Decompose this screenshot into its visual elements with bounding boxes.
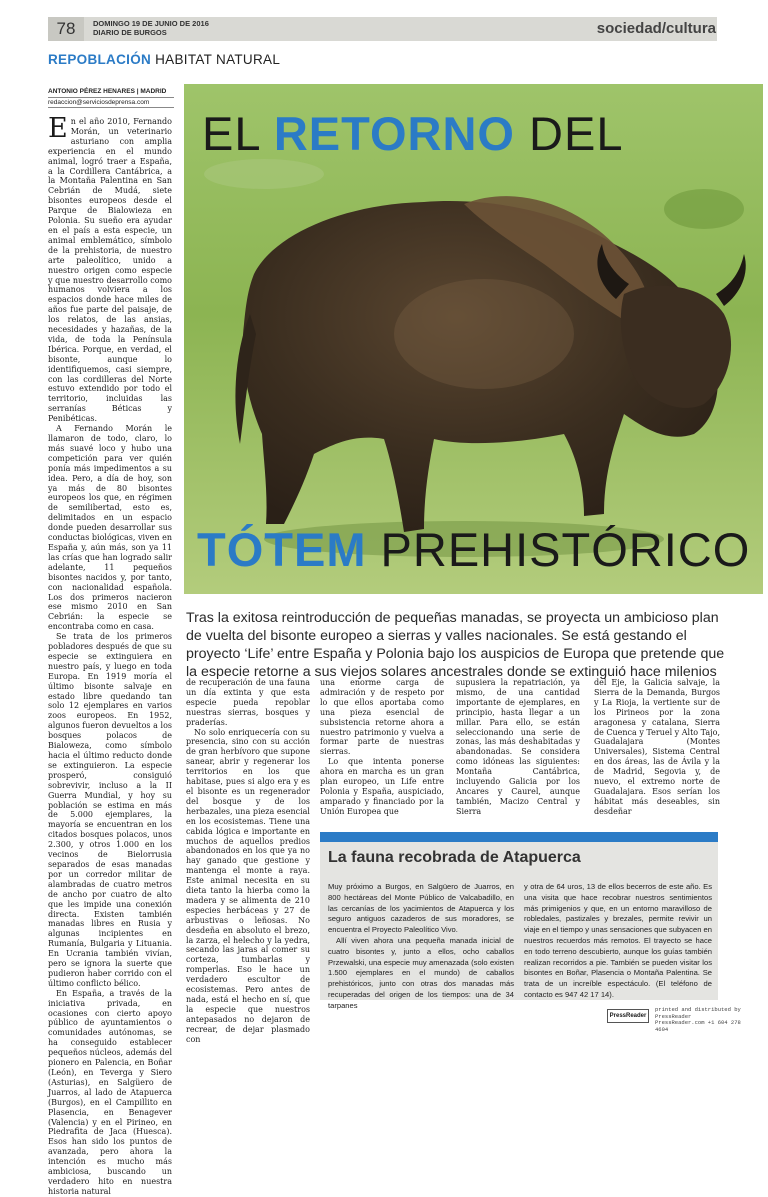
sidebar-title: La fauna recobrada de Atapuerca [328,849,581,866]
body-column-5 [594,678,720,838]
body-paragraph: supusiera la repatriación, ya mismo, de una cantidad importante de ejemplares, en principio, hasta llegar a un millar. Para ello, se están seleccionando una serie de zonas, las más deshabitadas y abandonadas. Se considera como idóneas las siguientes: Montaña Cantábrica, incluyendo Galicia por los Ancares y Caurel, aunque también, Macizo Central y Sierra [456,678,580,816]
sidebar-paragraph: Muy próximo a Burgos, en Salgüero de Juarros, en 800 hectáreas del Monte Público de Valcabadillo, en las cercanías de los yacimientos de Atapuerca y los seguro antiguos cazaderos de sus moradores, se encuentra el Proyecto Paleolítico Vivo. [328,882,514,935]
body-paragraph: del Eje, la Galicia salvaje, la Sierra de la Demanda, Burgos y La Rioja, la vertiente sur de los Pirineos por la zona aragonesa y catalana, Sierra de Cuenca y Teruel y Alto Tajo, Guadalajara (Montes Universales), Sistema Central en dos áreas, las de Ávila y la de Madrid, Segovia y, de nuevo, el extremo norte de Guadalajara. Esos serían los hábitat más deseables, sin desdeñar [594,678,720,816]
drop-cap: E [48,113,68,144]
body-paragraph: Se trata de los primeros pobladores después de que su especie se extinguiera en nuestro país, y luego en toda Europa. En 1919 moría el último bisonte salvaje en estado libre quedando tan solo 12 ejemplares en varios zoos europeos. En 1952, algunos fueron devueltos a los bosques polacos de Bialoweza, como símbolo hacia el último reducto donde se extinguieron. La especie prosperó, consiguió sobrevivir, incluso a la II Guerra Mundial, y hoy su población se estima en más de 5.000 ejemplares, la mayoría se encuentran en los citados bosques polacos, unos 2.300, y otros 1.000 en los vecinos de Bielorrusia separados de esas manadas por un corredor militar de alambradas de cuatro metros de ancho por cuatro de alto que les impide una conexión directa. Existen también manadas libres en Rusia y algunas incipientes en Rumanía, Bulgaria y Lituania. En Ucrania también vivían, pero se ignora la suerte que pudieron haber corrido con el último conflicto bélico. [48,632,172,988]
sidebar-paragraph: y otra de 64 uros, 13 de ellos becerros de este año. Es una visita que hace recobrar nuestros sentimientos más primigenios y que, en un entorno maravilloso de robledales, pastizales y brezales, permite revivir un viaje en el tiempo y unas sensaciones que subyacen en nuestros recuerdos más remotos. El trayecto se hace en todo terreno descubierto, aunque los guías también realizan recorridos a pie. También se pueden visitar los bisontes en Boñar, Plasencia o Montaña Palentina. Se trata de un increíble espectáculo. (El teléfono de contacto es 947 42 17 14). [524,882,712,999]
sidebar-column-2 [524,882,712,1001]
section-label: sociedad/cultura [596,20,716,37]
headline-line-2: TÓTEM PREHISTÓRICO [197,523,751,576]
pressreader-logo: PressReader [607,1009,649,1023]
body-paragraph: una enorme carga de admiración y de respeto por lo que ellos aportaba como una pieza esencial de subsistencia retorne ahora a nuestro patrimonio y vuelva a formar parte de nuestras sierras. [320,678,444,757]
author-location: MADRID [140,88,167,95]
byline-author-line: ANTONIO PÉREZ HENARES | MADRID [48,87,174,98]
body-paragraph: En el año 2010, Fernando Morán, un veterinario asturiano con amplia experiencia en el mundo animal, logró traer a España, a la Cordillera Cantábrica, a la Montaña Palentina en San Cebrián de Mudá, siete bisontes europeos desde el Parque de Bialowieza en Polonia. Su sueño era ayudar en el país a esta especie, un animal emblemático, símbolo de la prehistoria, de nuestro arte paleolítico, unido a nuestro origen como especie y que nuestro desarrollo como humanos volviera a los espacios donde hace miles de años fue parte del paisaje, de los relatos, de las ansias, necesidades y hazañas, de la vida, de toda la Península Ibérica. Porque, en verdad, el bisonte, aunque lo identifiquemos, casi siempre, con las cordilleras del Norte estuvo extendido por todo el territorio, incluidas las serranías Béticas y Penibéticas. [48,113,172,424]
body-column-3 [320,678,444,838]
kicker-text: HABITAT NATURAL [155,52,281,67]
kicker [48,52,280,67]
bison-photo [184,84,763,594]
footer [607,1004,757,1033]
body-column-2 [186,678,310,1044]
body-paragraph: Lo que intenta ponerse ahora en marcha es un gran plan europeo, un Life entre Polonia y España, auspiciado, amparado y financiado por la Unión Europea que [320,757,444,816]
body-paragraph: de recuperación de una fauna un día extinta y que esta especie pueda repoblar nuestras sierras, bosques y praderías. [186,678,310,727]
page-number: 78 [48,17,84,41]
body-paragraph: No solo enriquecería con su presencia, sino con su acción de gran herbívoro que supone sanear, abrir y regenerar los territorios en los que habitase, pues si algo era y es el bisonte es un regenerador del bosque y de los herbazales, una pieza esencial en los ecosistemas. Tiene una cabida lógica e importante en muchos de aquellos predios abandonados en los que ya no hay ganado que gestione y mantenga el monte a raya. Este animal necesita en su dieta tanto la hierba como la madera y se alimenta de 210 especies herbáceas y 27 de arbustivas o leñosas. No desdeña en absoluto el brezo, la zarza, el helecho y la yedra, secando las jaras al comer su corteza, tumbarlas y romperlas. Eso le hace un verdadero escultor de ecosistemas. Pero antes de nada, está el hecho en sí, que la especie que nuestros antepasados no dejaron de recrear, de dejar plasmado con [186,727,310,1044]
body-paragraph: A Fernando Morán le llamaron de todo, claro, lo más suavé loco y hubo una competición para ver quién ponía más impedimentos a su idea. Pero, a día de hoy, son ya más de 80 bisontes europeos los que, en régimen de semilibertad, esto es, delimitados en un espacio donde pueden desarrollar sus conductas biológicas, viven en España y, aún más, son ya 11 las crías que han logrado salir adelante, 11 pequeños bisontes nacidos y, por tanto, con nacionalidad española. Los dos primeros nacieron ese mismo 2010 en San Cebrián: la especie se encontraba como en casa. [48,424,172,632]
sidebar-box [320,842,718,1010]
dateline [93,19,209,37]
byline [48,87,174,108]
body-paragraph: En España, a través de la iniciativa privada, en ocasiones con cierto apoyo público de ayuntamientos o comunidades autónomas, se ha conseguido establecer pequeños núcleos, además del pionero en Palencia, en Boñar (León), en Teverga y Siero (Asturias), en Salgüero de Juarros, al lado de Atapuerca (Burgos), en el Campillito en Plasencia, en Benagever (Valencia) y en el Pirineo, en Piedrafita de Jaca (Huesca). Esos han sido los puntos de avanzada, pero ahora la intención es mucho más ambiciosa, buscando un verdadero hito en nuestra historia natural [48,988,172,1196]
body-column-1 [48,113,172,1196]
newspaper-name: DIARIO DE BURGOS [93,28,167,37]
sidebar-accent-bar [320,832,718,842]
issue-date: DOMINGO 19 DE JUNIO DE 2016 [93,19,209,28]
kicker-label: REPOBLACIÓN [48,52,152,67]
sidebar-column-1 [328,882,514,1012]
author-name: ANTONIO PÉREZ HENARES [48,88,135,95]
author-email: redaccion@serviciosdeprensa.com [48,98,174,108]
body-column-4 [456,678,580,838]
lede-paragraph: Tras la exitosa reintroducción de pequeñas manadas, se proyecta un ambicioso plan de vuelta del bisonte europeo a sierras y valles nacionales. Se está gestando el proyecto ‘Life’ entre España y Polonia bajo los auspicios de Europa que pretende que la especie retorne a sus viejos solares ancestrales donde se extinguió hace milenios [186,610,725,680]
headline-line-1: EL RETORNO DEL [202,107,624,160]
distribution-note: printed and distributed by PressReader PressReader.com +1 604 278 4604 [655,1006,741,1033]
sidebar-paragraph: Allí viven ahora una pequeña manada inicial de cuatro bisontes y, junto a ellos, ocho caballos Przewalski, una especie muy amenazada (solo existen 1.500 ejemplares en el mundo) de caballos prehistóricos, junto con otras dos manadas más recuperadas del origen de los tiempos: una de 34 tarpanes [328,935,514,1010]
